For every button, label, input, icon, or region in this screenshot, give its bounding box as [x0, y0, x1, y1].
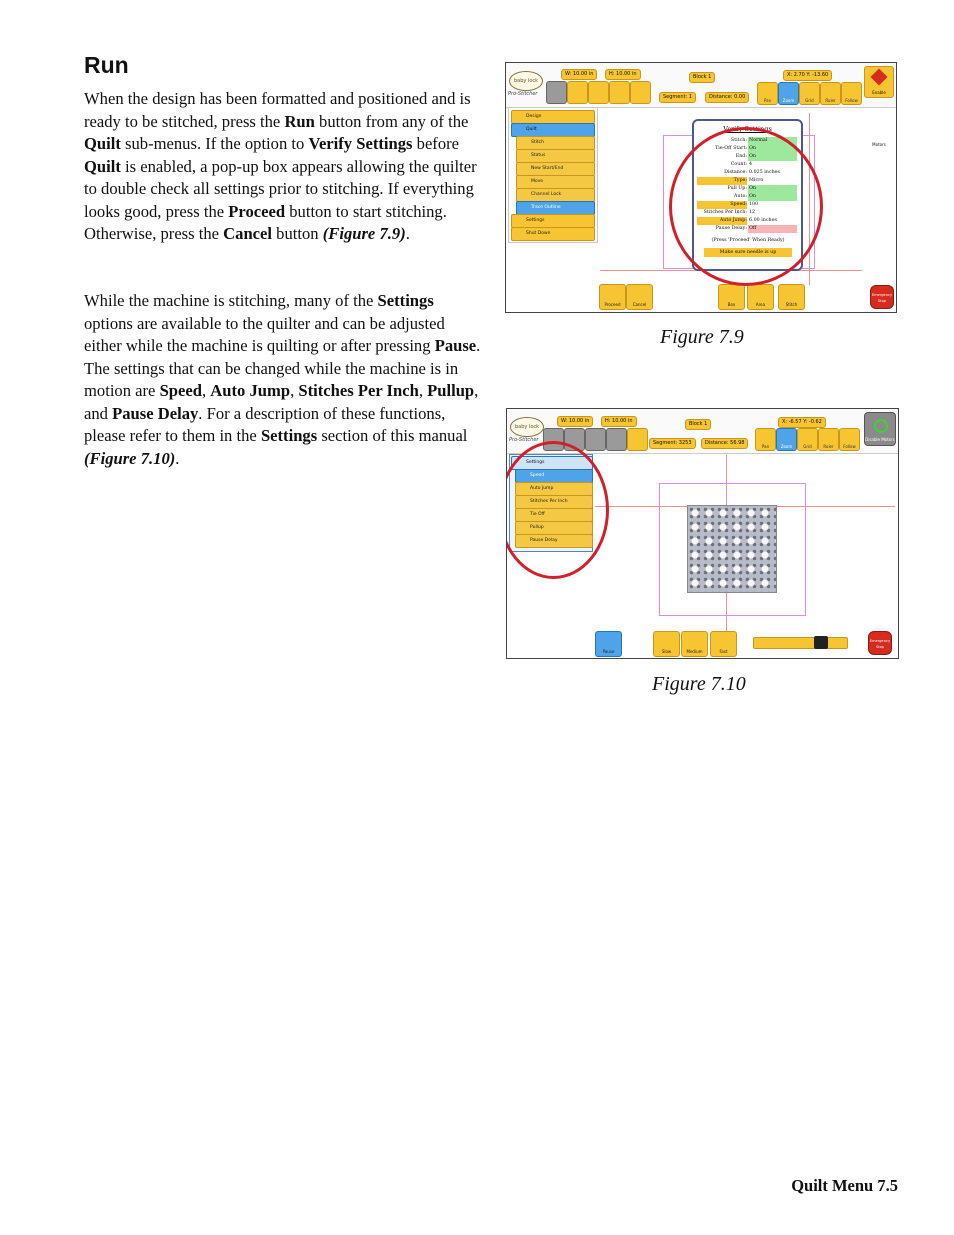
text-run: Run	[284, 111, 315, 131]
dialog-warning: Make sure needle is up	[704, 248, 792, 257]
setting-label: Pull Up:	[727, 186, 747, 191]
text-run: . For a description of these functions, please refer to them in the	[84, 403, 446, 445]
setting-value: Normal	[748, 137, 797, 145]
highlight-circle	[506, 441, 609, 579]
segment-readout: Segment: 3253	[649, 438, 696, 449]
text-run: While the machine is stitching, many of the	[84, 291, 378, 310]
menu-new-start-end[interactable]: New Start/End	[516, 162, 595, 176]
section-heading: Run	[84, 52, 129, 78]
quilt-tool-icon[interactable]	[606, 428, 627, 451]
setting-label: Speed:	[697, 201, 747, 209]
width-readout: W: 10.00 in	[557, 416, 593, 427]
setting-label: Pause Delay:	[715, 226, 747, 231]
setting-value: 0.025 inches	[749, 170, 780, 175]
setting-label: Auto:	[734, 194, 747, 199]
block-readout: Block 1	[689, 72, 715, 83]
setting-label: Auto Jump:	[697, 217, 747, 225]
text-run: Quilt	[84, 156, 121, 176]
setting-value: 6.00 inches	[749, 218, 777, 223]
setting-value: Off	[748, 225, 797, 233]
text-run: When the design has been formatted and positioned and is ready to be stitched, press the	[84, 89, 471, 131]
setting-value: On	[748, 193, 797, 201]
setting-label: Count:	[730, 162, 747, 167]
height-readout: H: 10.00 in	[601, 416, 637, 427]
distance-readout: Distance: 56.98	[701, 438, 748, 449]
text-run: Pullup	[427, 381, 475, 400]
quilt-tool-icon[interactable]	[567, 81, 588, 104]
slider-handle[interactable]	[814, 636, 828, 649]
dialog-instruction: (Press 'Proceed' When Ready)	[711, 238, 785, 243]
follow-button[interactable]: Follow	[839, 428, 860, 451]
emergency-stop-button[interactable]: Emergency Stop	[868, 631, 892, 655]
menu-quilt[interactable]: Quilt	[511, 123, 595, 137]
setting-label: Stitches Per Inch:	[703, 210, 747, 215]
setting-value: 12	[749, 210, 756, 215]
speed-slider[interactable]	[753, 637, 848, 649]
text-run: , and	[84, 381, 479, 423]
slow-button[interactable]: Slow	[653, 631, 680, 657]
emergency-stop-button[interactable]: Emergency Stop	[870, 285, 894, 309]
ruler-button[interactable]: Ruler	[818, 428, 839, 451]
figure-7-10-screenshot	[506, 408, 899, 659]
paragraph-settings-while-stitching	[84, 290, 484, 470]
menu-trace-outline[interactable]: Trace Outline	[516, 201, 595, 215]
quilt-pattern-image	[687, 505, 777, 593]
disable-motors-button[interactable]: Disable Motors	[864, 412, 896, 446]
setting-value: On	[748, 145, 797, 153]
menu-settings-header[interactable]: Settings	[511, 456, 593, 470]
pan-button[interactable]: Pan	[757, 82, 778, 105]
text-run: button from any of the	[314, 111, 469, 131]
babylock-logo: baby lock	[510, 417, 544, 437]
quilt-tool-icon[interactable]	[588, 81, 609, 104]
text-run: Quilt	[84, 134, 121, 153]
segment-readout: Segment: 1	[659, 92, 696, 103]
zoom-button[interactable]: Zoom	[776, 428, 797, 451]
pro-stitcher-logo-text: Pro-Stitcher	[508, 91, 538, 97]
pro-stitcher-logo-text: Pro-Stitcher	[509, 437, 539, 443]
refresh-icon[interactable]	[630, 81, 651, 104]
grid-button[interactable]: Grid	[797, 428, 818, 451]
text-run: ,	[418, 381, 428, 400]
menu-auto-jump[interactable]: Auto Jump	[515, 482, 593, 496]
menu-stitches-per-inch[interactable]: Stitches Per Inch	[515, 495, 593, 509]
text-run: Settings	[377, 291, 434, 310]
proceed-button[interactable]: Proceed	[599, 284, 626, 310]
figure-caption: Figure 7.9	[660, 326, 744, 348]
setting-label: Distance:	[724, 170, 747, 175]
dialog-title: Verify Settings	[723, 125, 772, 133]
quilt-tool-icon[interactable]	[609, 81, 630, 104]
menu-settings[interactable]: Settings	[511, 214, 595, 228]
text-run: Speed	[159, 381, 202, 400]
text-run: Verify Settings	[308, 134, 413, 153]
block-readout: Block 1	[685, 419, 711, 430]
medium-button[interactable]: Medium	[681, 631, 708, 657]
highlight-circle	[669, 127, 823, 286]
quilt-menu-panel	[508, 107, 598, 243]
text-run: options are available to the quilter and can be adjusted either while the machine is quilting or after pressing	[84, 313, 445, 355]
text-run: before	[412, 134, 460, 153]
area-button[interactable]: Area	[747, 284, 774, 310]
text-run: .	[405, 224, 410, 243]
ruler-button[interactable]: Ruler	[820, 82, 841, 105]
text-run: button	[272, 224, 323, 243]
text-run: ,	[290, 381, 299, 400]
help-icon[interactable]	[546, 81, 567, 104]
setting-value: 100	[749, 202, 759, 207]
menu-status[interactable]: Status	[516, 149, 595, 163]
coordinate-readout: X: -6.57 Y: -0.62	[778, 417, 826, 428]
figure-7-9-screenshot	[505, 62, 897, 313]
text-run: Pause Delay	[112, 403, 199, 423]
grid-button[interactable]: Grid	[799, 82, 820, 105]
setting-value: 4	[749, 162, 753, 167]
menu-speed[interactable]: Speed	[515, 469, 593, 483]
cancel-button[interactable]: Cancel	[626, 284, 653, 310]
text-run: Cancel	[223, 224, 273, 243]
follow-button[interactable]: Follow	[841, 82, 862, 105]
stitch-button[interactable]: Stitch	[778, 284, 805, 310]
setting-label: Stitch:	[730, 138, 747, 143]
setting-label: Type:	[697, 177, 747, 185]
quilt-tool-icon[interactable]	[585, 428, 606, 451]
menu-shut-down[interactable]: Shut Down	[511, 227, 595, 241]
menu-channel-lock[interactable]: Channel Lock	[516, 188, 595, 202]
menu-pause-delay[interactable]: Pause Delay	[515, 534, 593, 548]
box-button[interactable]: Box	[718, 284, 745, 310]
fast-button[interactable]: Fast	[710, 631, 737, 657]
enable-motors-button[interactable]: Enable Motors	[864, 66, 894, 98]
text-run: Stitches Per Inch	[298, 381, 419, 400]
text-run: Pause	[434, 336, 477, 355]
text-run: button to start stitching. Otherwise, press the	[84, 201, 447, 243]
menu-stitch[interactable]: Stitch	[516, 136, 595, 150]
width-readout: W: 10.00 in	[561, 69, 597, 80]
text-run: section of this manual	[317, 426, 468, 445]
coordinate-readout: X: 2.70 Y: -13.60	[783, 70, 832, 81]
figure-caption: Figure 7.10	[652, 673, 746, 695]
setting-value: Micro	[749, 178, 764, 183]
babylock-logo: baby lock	[509, 71, 543, 91]
menu-design[interactable]: Design	[511, 110, 595, 124]
menu-pullup[interactable]: Pullup	[515, 521, 593, 535]
refresh-icon[interactable]	[627, 428, 648, 451]
setting-label: Tie-Off Start:	[715, 146, 747, 151]
menu-move[interactable]: Move	[516, 175, 595, 189]
setting-label: End:	[735, 154, 747, 159]
text-run: sub-menus. If the option to	[120, 134, 309, 153]
text-run: Settings	[260, 426, 318, 445]
pan-button[interactable]: Pan	[755, 428, 776, 451]
page-footer: Quilt Menu 7.5	[791, 1176, 898, 1195]
zoom-button[interactable]: Zoom	[778, 82, 799, 105]
paragraph-run-intro	[84, 88, 484, 246]
text-run: is enabled, a pop-up box appears allowing the quilter to double check all settings prior to stitching. If everything looks good, press the	[84, 156, 477, 221]
text-run: Auto Jump	[210, 381, 291, 400]
text-run: (Figure 7.9)	[322, 224, 406, 243]
distance-readout: Distance: 0.00	[705, 92, 749, 103]
text-run: ,	[202, 381, 211, 400]
text-run: (Figure 7.10)	[84, 448, 176, 468]
setting-value: On	[748, 153, 797, 161]
pause-button[interactable]: Pause	[595, 631, 622, 657]
menu-tie-off[interactable]: Tie Off	[515, 508, 593, 522]
setting-value: On	[748, 185, 797, 193]
text-run: .	[175, 448, 180, 468]
text-run: Proceed	[228, 201, 286, 221]
text-run: . The settings that can be changed while the machine is in motion are	[84, 336, 481, 400]
height-readout: H: 10.00 in	[605, 69, 641, 80]
